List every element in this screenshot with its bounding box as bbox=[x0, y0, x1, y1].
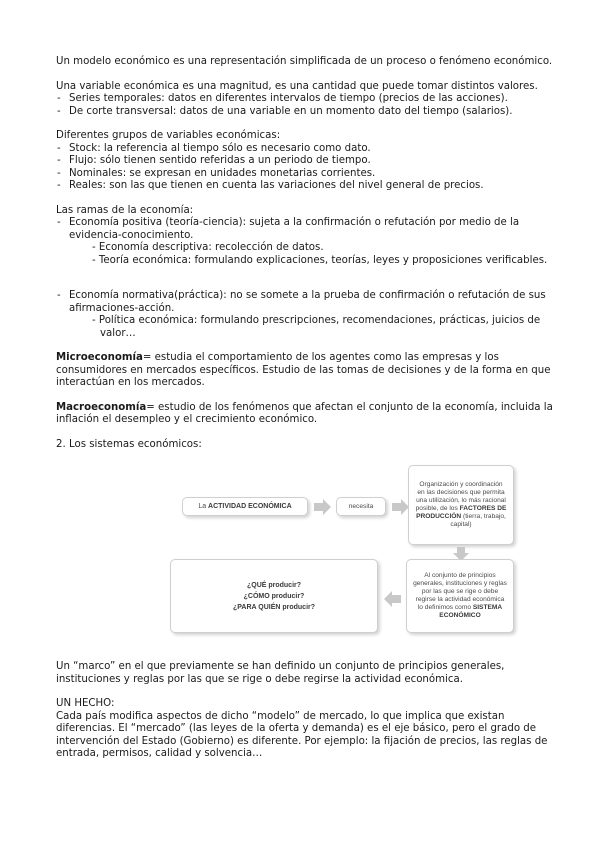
paragraph-macroeconomia bbox=[56, 402, 560, 427]
paragraph-branches: Las ramas de la economía: bbox=[56, 204, 194, 216]
box-factores-bold: FACTORES DE PRODUCCIÓN bbox=[416, 505, 507, 520]
sub-politica-economica-cont: valor… bbox=[100, 327, 136, 339]
box-actividad-pre: La bbox=[198, 502, 209, 510]
question-para-quien-producir: ¿PARA QUIÉN producir? bbox=[232, 603, 316, 611]
section-heading-sistemas: 2. Los sistemas económicos: bbox=[56, 438, 202, 450]
paragraph-microeconomia bbox=[56, 352, 560, 390]
question-como-producir: ¿CÓMO producir? bbox=[243, 592, 305, 600]
bullet-economia-positiva: - Economía positiva (teoría-ciencia): sujeta a la confirmación o refutación por medio de la bbox=[56, 217, 560, 230]
box-preguntas bbox=[170, 559, 378, 633]
bullet-economia-positiva-cont: evidencia-conocimiento. bbox=[69, 229, 194, 241]
heading-un-hecho: UN HECHO: bbox=[56, 698, 115, 709]
bullet-series-temporales: - Series temporales: datos en diferentes intervalos de tiempo (precios de las acciones). bbox=[56, 93, 560, 106]
sub-economia-descriptiva: - Economía descriptiva: recolección de datos. bbox=[92, 242, 324, 253]
term-microeconomia: Microeconomía bbox=[56, 352, 143, 363]
definition-microeconomia: = estudia el comportamiento de los agentes como las empresas y los consumidores en mercados específicos. Estudio de las tomas de decisiones y de la forma en que interactúan en los mercados. bbox=[56, 352, 551, 388]
box-necesita-label: necesita bbox=[348, 502, 374, 510]
box-necesita bbox=[336, 497, 386, 516]
arrow-right-icon bbox=[314, 499, 332, 515]
box-factores-post: (tierra, trabajo, capital) bbox=[450, 513, 506, 528]
bullet-stock: - Stock: la referencia al tiempo sólo es necesario como dato. bbox=[56, 143, 560, 156]
box-factores-produccion bbox=[408, 465, 514, 545]
definition-macroeconomia: = estudio de los fenómenos que afectan el conjunto de la economía, incluida la inflación el desempleo y el crecimiento económico. bbox=[56, 401, 553, 425]
paragraph-hecho: Cada país modifica aspectos de dicho “modelo” de mercado, lo que implica que existan diferencias. El “mercado” (las leyes de la oferta y demanda) es el eje básico, pero el grado de intervención del Estado (Gobierno) es diferente. Por ejemplo: la fijación de precios, las reglas de entrada, permisos, calidad y solvencia… bbox=[56, 710, 548, 759]
bullet-nominales: - Nominales: se expresan en unidades monetarias corrientes. bbox=[56, 168, 560, 181]
paragraph-variable-definition: Una variable económica es una magnitud, es una cantidad que puede tomar distintos valores. bbox=[56, 80, 538, 92]
paragraph-model-definition: Un modelo económico es una representación simplificada de un proceso o fenómeno económico. bbox=[56, 56, 553, 67]
paragraph-variable-groups: Diferentes grupos de variables económicas: bbox=[56, 130, 281, 141]
sub-teoria-economica: - Teoría económica: formulando explicaciones, teorías, leyes y proposiciones verificables. bbox=[92, 254, 548, 266]
bullet-economia-normativa: - Economía normativa(práctica): no se somete a la prueba de confirmación o refutación de sus bbox=[56, 290, 560, 303]
box-factores-pre: Organización y coordinación en las decisiones que permita una utilización, lo más racional posible, de los bbox=[415, 481, 506, 512]
box-sistema-bold: SISTEMA ECONÓMICO bbox=[439, 604, 503, 619]
box-sistema-pre: Al conjunto de principios generales, instituciones y reglas por las que se rige o debe regirse la actividad económica lo definimos como bbox=[413, 572, 507, 611]
bullet-corte-transversal: - De corte transversal: datos de una variable en un momento dato del tiempo (salarios). bbox=[56, 106, 560, 119]
arrow-left-icon bbox=[383, 591, 401, 607]
bullet-flujo: - Flujo: sólo tienen sentido referidas a un periodo de tiempo. bbox=[56, 155, 560, 168]
economic-system-diagram bbox=[170, 465, 516, 639]
term-macroeconomia: Macroeconomía bbox=[56, 401, 147, 413]
question-que-producir: ¿QUÉ producir? bbox=[246, 581, 302, 589]
box-actividad-economica bbox=[182, 497, 308, 516]
box-actividad-bold: ACTIVIDAD ECONÓMICA bbox=[208, 502, 292, 510]
bullet-reales: - Reales: son las que tienen en cuenta las variaciones del nivel general de precios. bbox=[56, 180, 560, 193]
sub-politica-economica: - Política económica: formulando prescripciones, recomendaciones, prácticas, juicios de bbox=[92, 315, 541, 326]
bullet-economia-normativa-cont: afirmaciones-acción. bbox=[69, 302, 175, 314]
box-sistema-economico bbox=[406, 559, 514, 633]
paragraph-marco: Un “marco” en el que previamente se han definido un conjunto de principios generales, instituciones y reglas por las que se rige o debe regirse la actividad económica. bbox=[56, 661, 505, 685]
